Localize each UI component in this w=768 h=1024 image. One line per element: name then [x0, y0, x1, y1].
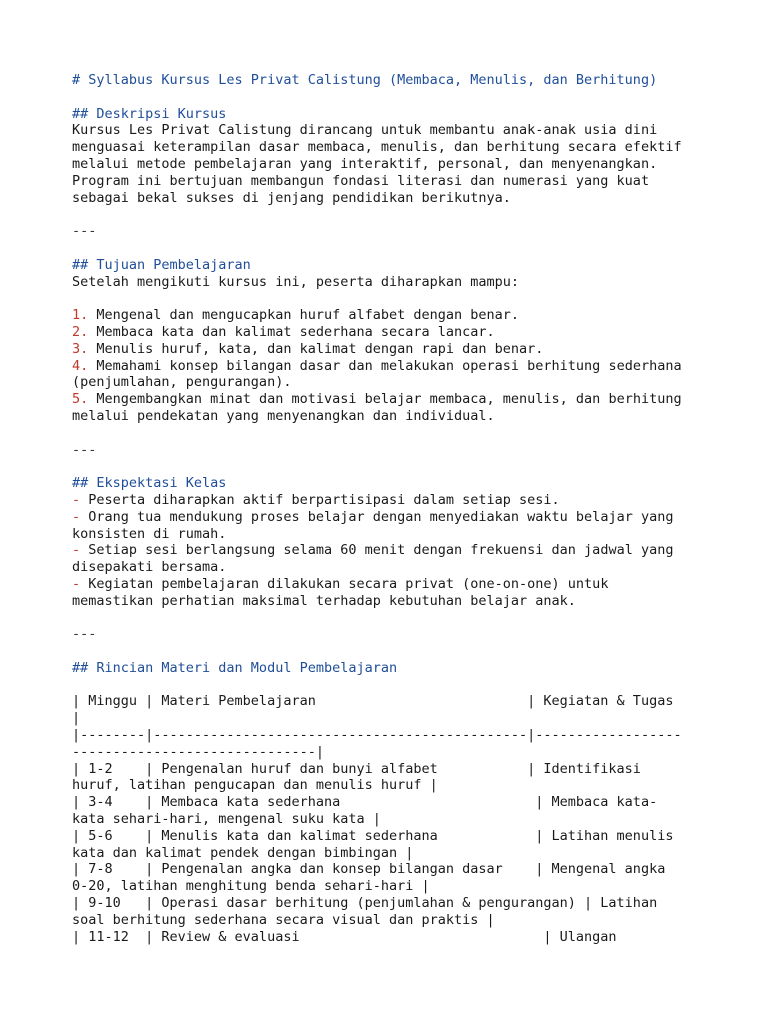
expect-text: Orang tua mendukung proses belajar dengan menyediakan waktu belajar yang: [80, 508, 674, 525]
goal-item: [72, 341, 712, 358]
table-line: soal berhitung sederhana secara visual dan praktis |: [72, 911, 495, 928]
list-number: 4.: [72, 357, 89, 374]
separator: ---: [72, 626, 97, 643]
blank-line: [72, 643, 712, 660]
bullet-marker: -: [72, 542, 81, 559]
goal-item: [72, 324, 712, 341]
table-line: kata sehari-hari, mengenal suku kata |: [72, 811, 381, 828]
goals-intro: Setelah mengikuti kursus ini, peserta diharapkan mampu:: [72, 273, 520, 290]
expect-text: Peserta diharapkan aktif berpartisipasi dalam setiap sesi.: [80, 491, 560, 508]
table-line: huruf, latihan pengucapan dan menulis huruf |: [72, 777, 438, 794]
goal-text: Memahami konsep bilangan dasar dan melakukan operasi berhitung sederhana: [88, 357, 682, 374]
table-line: |: [72, 710, 81, 727]
expect-item: [72, 576, 712, 593]
heading-deskripsi: ## Deskripsi Kursus: [72, 105, 227, 122]
bullet-marker: -: [72, 575, 81, 592]
blank-line: [72, 240, 712, 257]
blank-line: [72, 458, 712, 475]
goal-item: [72, 307, 712, 324]
table-line: ------------------------------|: [72, 743, 324, 760]
bullet-marker: -: [72, 491, 81, 508]
blank-line: [72, 677, 712, 694]
heading-rincian-materi: ## Rincian Materi dan Modul Pembelajaran: [72, 659, 398, 676]
list-number: 3.: [72, 340, 89, 357]
blank-line: [72, 206, 712, 223]
table-line: | 3-4 | Membaca kata sederhana | Membaca kata-: [72, 794, 658, 811]
goal-item: [72, 358, 712, 375]
expect-item: [72, 509, 712, 526]
expect-text: Setiap sesi berlangsung selama 60 menit dengan frekuensi dan jadwal yang: [80, 542, 674, 559]
goal-text: Mengenal dan mengucapkan huruf alfabet dengan benar.: [88, 307, 520, 324]
blank-line: [72, 89, 712, 106]
table-line: | 1-2 | Pengenalan huruf dan bunyi alfabet | Identifikasi: [72, 760, 641, 777]
blank-line: [72, 425, 712, 442]
table-line: | 5-6 | Menulis kata dan kalimat sederhana | Latihan menulis: [72, 827, 674, 844]
list-number: 5.: [72, 391, 89, 408]
expect-continuation: memastikan perhatian maksimal terhadap kebutuhan belajar anak.: [72, 592, 576, 609]
list-number: 2.: [72, 323, 89, 340]
expect-continuation: disepakati bersama.: [72, 559, 227, 576]
table-line: | 7-8 | Pengenalan angka dan konsep bilangan dasar | Mengenal angka: [72, 861, 666, 878]
table-line: | 9-10 | Operasi dasar berhitung (penjumlahan & pengurangan) | Latihan: [72, 895, 658, 912]
blank-line: [72, 610, 712, 627]
page-title: # Syllabus Kursus Les Privat Calistung (Membaca, Menulis, dan Berhitung): [72, 72, 658, 88]
bullet-marker: -: [72, 508, 81, 525]
desc-line: menguasai keterampilan dasar membaca, menulis, dan berhitung secara efektif: [72, 139, 682, 156]
goal-continuation: (penjumlahan, pengurangan).: [72, 374, 292, 391]
goal-continuation: melalui pendekatan yang menyenangkan dan individual.: [72, 407, 495, 424]
table-line: | Minggu | Materi Pembelajaran | Kegiatan & Tugas: [72, 693, 674, 710]
table-line: |--------|----------------------------------------------|------------------: [72, 727, 682, 744]
list-number: 1.: [72, 307, 89, 324]
table-line: 0-20, latihan menghitung benda sehari-hari |: [72, 878, 430, 895]
table-line: | 11-12 | Review & evaluasi | Ulangan: [72, 928, 617, 945]
goal-item: [72, 391, 712, 408]
desc-line: Kursus Les Privat Calistung dirancang untuk membantu anak-anak usia dini: [72, 122, 658, 139]
separator: ---: [72, 223, 97, 240]
expect-item: [72, 492, 712, 509]
heading-tujuan: ## Tujuan Pembelajaran: [72, 256, 251, 273]
heading-ekspektasi: ## Ekspektasi Kelas: [72, 475, 227, 492]
blank-line: [72, 290, 712, 307]
separator: ---: [72, 441, 97, 458]
expect-text: Kegiatan pembelajaran dilakukan secara privat (one-on-one) untuk: [80, 575, 609, 592]
document: [72, 72, 712, 945]
expect-item: [72, 542, 712, 559]
desc-line: melalui metode pembelajaran yang interaktif, personal, dan menyenangkan.: [72, 155, 658, 172]
goal-text: Menulis huruf, kata, dan kalimat dengan rapi dan benar.: [88, 340, 544, 357]
goal-text: Mengembangkan minat dan motivasi belajar membaca, menulis, dan berhitung: [88, 391, 682, 408]
desc-line: sebagai bekal sukses di jenjang pendidikan berikutnya.: [72, 189, 511, 206]
expect-continuation: konsisten di rumah.: [72, 525, 227, 542]
desc-line: Program ini bertujuan membangun fondasi literasi dan numerasi yang kuat: [72, 172, 650, 189]
goal-text: Membaca kata dan kalimat sederhana secara lancar.: [88, 323, 495, 340]
table-line: kata dan kalimat pendek dengan bimbingan |: [72, 844, 414, 861]
